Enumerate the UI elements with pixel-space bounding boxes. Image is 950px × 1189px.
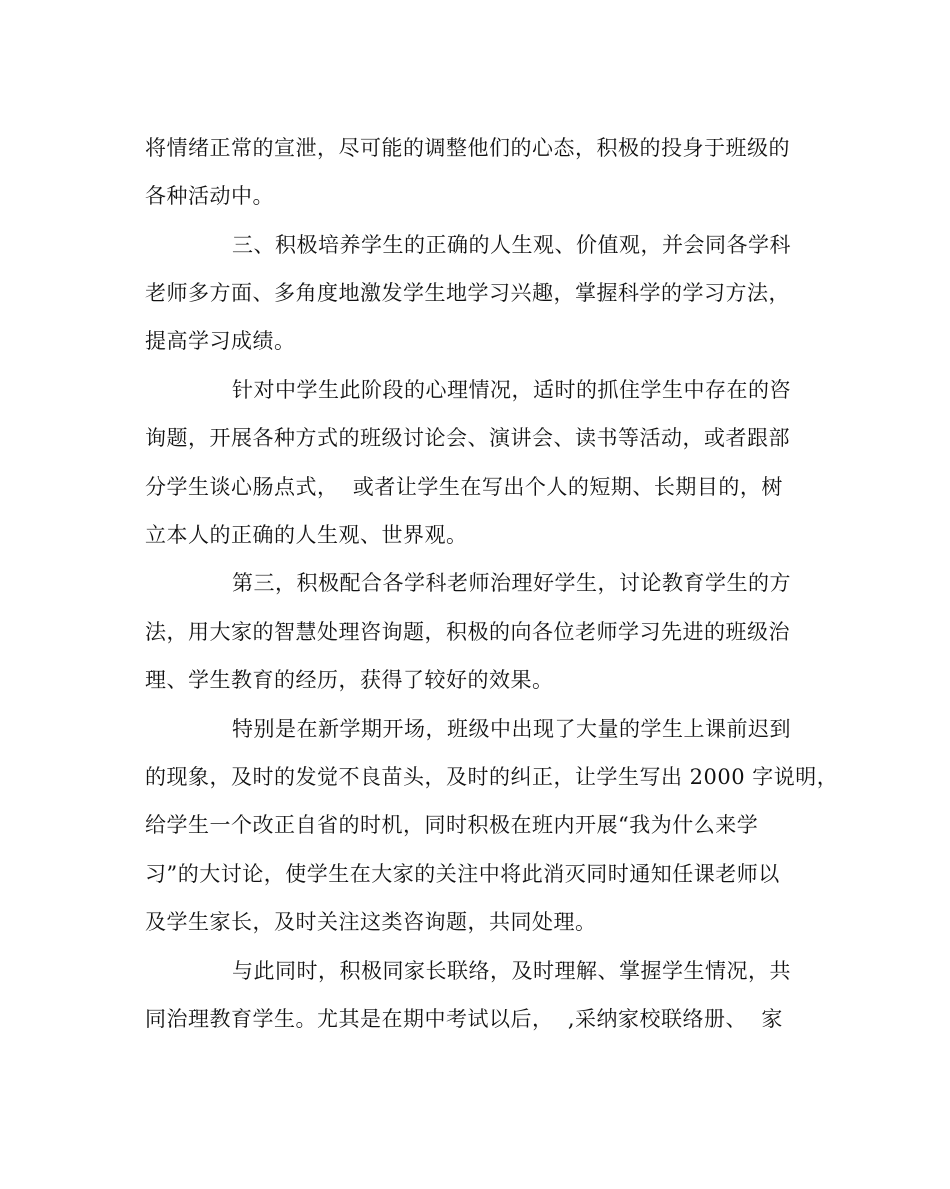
text-line: 与此同时，积极同家长联络，及时理解、掌握学生情况，共 <box>232 959 791 983</box>
text-line: 询题，开展各种方式的班级讨论会、演讲会、读书等活动，或者跟部 <box>145 426 790 450</box>
text-line: 三、积极培养学生的正确的人生观、价值观，并会同各学科 <box>232 233 791 257</box>
text-line: 提高学习成绩。 <box>145 329 296 353</box>
text-line: 给学生一个改正自省的时机，同时积极在班内开展“我为什么来学 <box>145 813 759 837</box>
text-line: 的现象，及时的发觉不良苗头，及时的纠正，让学生写出 2000 字说明， <box>145 765 839 789</box>
text-line: 理、学生教育的经历，获得了较好的效果。 <box>145 668 554 692</box>
text-line: 将情绪正常的宣泄，尽可能的调整他们的心态，积极的投身于班级的 <box>145 136 790 160</box>
text-line: 针对中学生此阶段的心理情况，适时的抓住学生中存在的咨 <box>232 378 791 402</box>
text-line: 及学生家长，及时关注这类咨询题，共同处理。 <box>145 910 597 934</box>
text-line: 老师多方面、多角度地激发学生地学习兴趣，掌握科学的学习方法， <box>145 281 790 305</box>
text-line: 立本人的正确的人生观、世界观。 <box>145 523 468 547</box>
text-line: 各种活动中。 <box>145 184 274 208</box>
text-line: 法，用大家的智慧处理咨询题，积极的向各位老师学习先进的班级治 <box>145 620 790 644</box>
text-line: 习”的大讨论，使学生在大家的关注中将此消灭同时通知任课老师以 <box>145 862 780 886</box>
text-line: 同治理教育学生。尤其是在期中考试以后， ,采纳家校联络册、 家 <box>145 1007 783 1031</box>
text-line: 特别是在新学期开场，班级中出现了大量的学生上课前迟到 <box>232 717 791 741</box>
text-line: 分学生谈心肠点式， 或者让学生在写出个人的短期、长期目的，树 <box>145 475 783 499</box>
text-line: 第三，积极配合各学科老师治理好学生，讨论教育学生的方 <box>232 571 791 595</box>
